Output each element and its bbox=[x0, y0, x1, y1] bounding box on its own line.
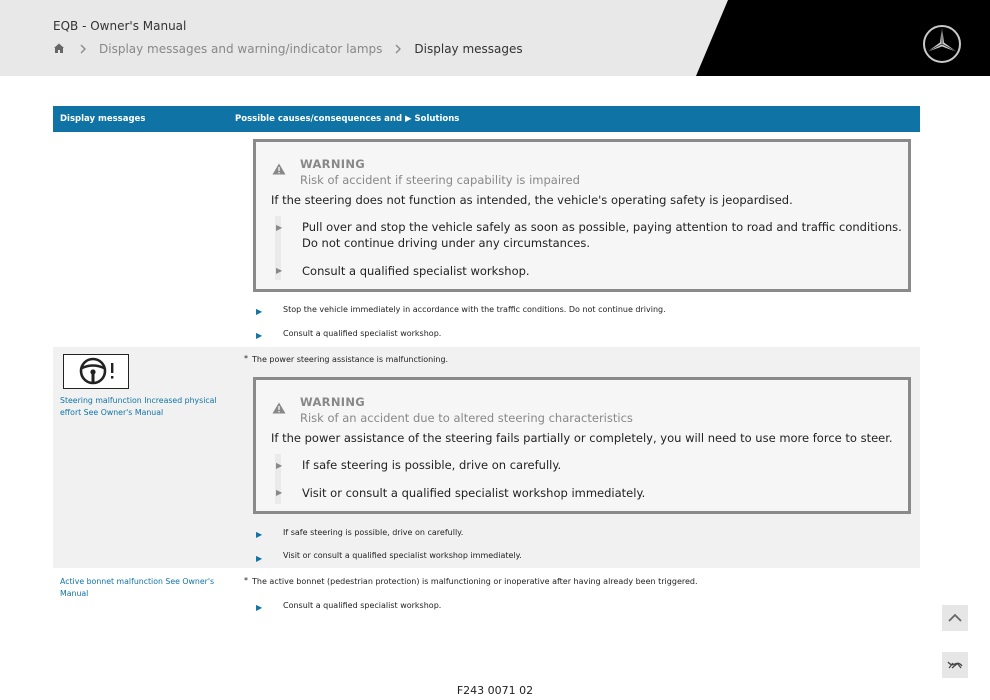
app-title: EQB - Owner's Manual bbox=[53, 19, 187, 33]
step-arrow-icon: ▶ bbox=[276, 266, 283, 275]
warning-triangle-icon bbox=[272, 160, 286, 172]
footer-code: F243 0071 02 bbox=[456, 684, 534, 697]
step-arrow-icon: ▶ bbox=[256, 554, 263, 563]
table-header bbox=[53, 106, 920, 132]
warning-step: Do not continue driving under any circumstances. bbox=[302, 236, 590, 250]
chevron-right-icon bbox=[394, 43, 404, 55]
step-arrow-icon: ▶ bbox=[256, 331, 263, 340]
warning-box bbox=[253, 377, 911, 514]
footnote-star: * bbox=[244, 576, 248, 585]
scroll-up-button[interactable] bbox=[942, 605, 968, 631]
solution-step: If safe steering is possible, drive on carefully. bbox=[283, 528, 464, 537]
step-arrow-icon: ▶ bbox=[276, 223, 283, 232]
step-arrow-icon: ▶ bbox=[256, 530, 263, 539]
cause-text: The active bonnet (pedestrian protection) is malfunctioning or inoperative after having already been triggered. bbox=[252, 577, 698, 586]
breadcrumb-link[interactable]: Display messages and warning/indicator lamps bbox=[99, 42, 383, 56]
display-message-link[interactable]: Active bonnet malfunction See Owner's Manual bbox=[60, 577, 215, 598]
warning-subtitle: Risk of an accident due to altered steering characteristics bbox=[300, 411, 633, 425]
warning-title: WARNING bbox=[300, 395, 365, 409]
breadcrumb-current: Display messages bbox=[414, 42, 523, 56]
home-icon[interactable] bbox=[53, 42, 67, 56]
warning-step: Pull over and stop the vehicle safely as soon as possible, paying attention to road and traffic conditions. bbox=[302, 220, 902, 234]
options-icon bbox=[942, 652, 968, 678]
solution-step: Consult a qualified specialist workshop. bbox=[283, 601, 442, 610]
cause-note bbox=[244, 576, 698, 586]
warning-step: If safe steering is possible, drive on carefully. bbox=[302, 458, 562, 472]
step-arrow-icon: ▶ bbox=[256, 307, 263, 316]
cause-text: The power steering assistance is malfunctioning. bbox=[252, 355, 449, 364]
warning-step: Consult a qualified specialist workshop. bbox=[302, 264, 530, 278]
step-arrow-icon: ▶ bbox=[256, 603, 263, 612]
mercedes-star-logo bbox=[921, 23, 963, 65]
warning-step: Visit or consult a qualified specialist workshop immediately. bbox=[302, 486, 646, 500]
column-header-display-messages: Display messages bbox=[60, 114, 146, 124]
footnote-star: * bbox=[244, 354, 248, 363]
options-button[interactable] bbox=[942, 652, 968, 678]
warning-body: If the steering does not function as intended, the vehicle's operating safety is jeopardised. bbox=[271, 193, 793, 207]
solution-step: Stop the vehicle immediately in accordance with the traffic conditions. Do not continue driving. bbox=[283, 305, 666, 314]
breadcrumb bbox=[53, 42, 523, 56]
warning-subtitle: Risk of accident if steering capability is impaired bbox=[300, 173, 580, 187]
chevron-right-icon bbox=[79, 43, 89, 55]
display-message-link[interactable]: Steering malfunction Increased physical effort See Owner's Manual bbox=[60, 396, 217, 417]
warning-triangle-icon bbox=[272, 399, 286, 411]
warning-box bbox=[253, 139, 911, 292]
steering-wheel-warning-icon bbox=[63, 354, 129, 389]
solution-step: Consult a qualified specialist workshop. bbox=[283, 329, 442, 338]
warning-title: WARNING bbox=[300, 157, 365, 171]
warning-body: If the power assistance of the steering fails partially or completely, you will need to use more force to steer. bbox=[271, 431, 893, 445]
solution-step: Visit or consult a qualified specialist workshop immediately. bbox=[283, 551, 522, 560]
column-header-causes-solutions: Possible causes/consequences and ▶ Solutions bbox=[235, 114, 460, 124]
step-arrow-icon: ▶ bbox=[276, 461, 283, 470]
step-arrow-icon: ▶ bbox=[276, 488, 283, 497]
cause-note bbox=[244, 354, 449, 364]
scroll-up-icon bbox=[942, 605, 968, 631]
